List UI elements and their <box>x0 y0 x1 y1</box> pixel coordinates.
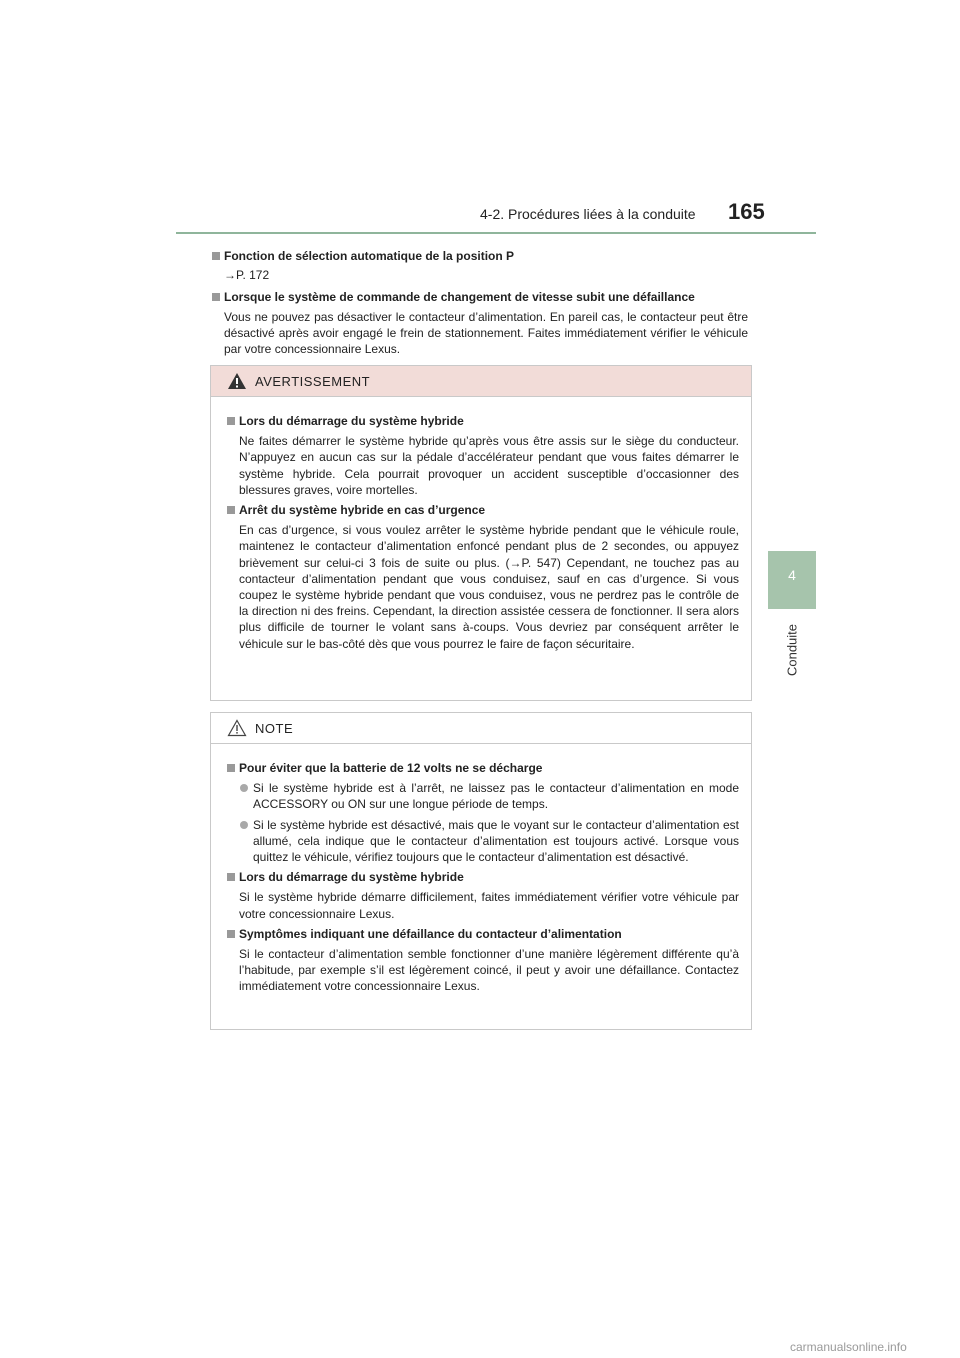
note-item-text: Si le contacteur d’alimentation semble fonctionner d’une manière légèrement différente qu’à l’habitude, par exemple s’il est légèrement coincé, il peut y avoir une défaillance. Contactez immédiatement votre concessionnaire Lexus. <box>239 947 739 994</box>
square-bullet-icon <box>212 252 220 260</box>
section-heading: Fonction de sélection automatique de la position P <box>208 248 748 264</box>
note-header <box>211 713 751 744</box>
round-bullet-icon <box>240 784 248 792</box>
section-heading: Lorsque le système de commande de changement de vitesse subit une défaillance <box>208 289 748 305</box>
warning-box <box>210 365 752 701</box>
chapter-tab <box>768 551 816 609</box>
section-title: 4-2. Procédures liées à la conduite <box>480 206 696 222</box>
header-divider <box>176 232 816 234</box>
square-bullet-icon <box>227 764 235 772</box>
note-item-heading: Pour éviter que la batterie de 12 volts ne se décharge <box>223 760 739 776</box>
note-item-text: Si le système hybride démarre difficilement, faites immédiatement vérifier votre véhicule par votre concessionnaire Lexus. <box>239 890 739 921</box>
section-text: Vous ne pouvez pas désactiver le contacteur d’alimentation. En pareil cas, le contacteur peut être désactivé après avoir engagé le frein de stationnement. Faites immédiatement vérifier le véhicule par votre concessionnaire Lexus. <box>224 309 748 357</box>
round-bullet-icon <box>240 821 248 829</box>
chapter-label-text: Conduite <box>784 623 800 677</box>
warning-item-text: Ne faites démarrer le système hybride qu’après vous être assis sur le siège du conducteur. N’appuyez en aucun cas sur la pédale d’accélérateur pendant que vous faites démarrer le système hybride. Cela pourrait provoquer un accident susceptible d’occasionner des blessures graves, voire mortelles. <box>239 434 739 497</box>
note-bullet: Si le système hybride est à l’arrêt, ne laissez pas le contacteur d’alimentation en mode ACCESSORY ou ON sur une longue période de temps. <box>223 780 739 812</box>
section-text: →P. 172 <box>224 268 270 283</box>
note-box <box>210 712 752 1030</box>
chapter-label <box>770 618 814 682</box>
note-item-heading: Symptômes indiquant une défaillance du contacteur d’alimentation <box>223 926 739 942</box>
square-bullet-icon <box>212 293 220 301</box>
note-title: NOTE <box>255 721 294 736</box>
warning-item-heading: Arrêt du système hybride en cas d’urgence <box>223 502 739 518</box>
watermark: carmanualsonline.info <box>790 1340 907 1354</box>
square-bullet-icon <box>227 506 235 514</box>
chapter-number: 4 <box>788 567 796 583</box>
warning-title: AVERTISSEMENT <box>255 374 371 389</box>
warning-triangle-icon <box>227 372 247 390</box>
square-bullet-icon <box>227 873 235 881</box>
note-bullet: Si le système hybride est désactivé, mais que le voyant sur le contacteur d’alimentation est allumé, cela indique que le contacteur d’alimentation est toujours activé. Lorsque vous quittez le véhicule, vérifiez toujours que le contacteur d’alimentation est désactivé. <box>223 817 739 866</box>
square-bullet-icon <box>227 930 235 938</box>
caution-triangle-icon <box>227 719 247 737</box>
main-content <box>208 244 748 357</box>
warning-item-heading: Lors du démarrage du système hybride <box>223 413 739 429</box>
square-bullet-icon <box>227 417 235 425</box>
page-number: 165 <box>728 199 765 224</box>
warning-item-text: En cas d’urgence, si vous voulez arrêter le système hybride pendant que le véhicule roule, maintenez le contacteur d’alimentation enfoncé pendant plus de 2 secondes, ou appuyez brièvement sur celui-ci 3 fois de suite ou plus. (→P. 547) Cependant, ne touchez pas au contacteur d’alimentation pendant que vous conduisez, sauf en cas d’urgence. Si vous coupez le système hybride pendant que vous conduisez, vous ne perdrez pas le contrôle de la direction ni des freins. Cependant, la direction assistée cessera de fonctionner. Il sera alors plus difficile de tourner le volant sans à-coups. Vous devriez par conséquent arrêter le véhicule sur le bas-côté dès que vous pourrez le faire de façon sécuritaire. <box>239 523 739 651</box>
note-item-heading: Lors du démarrage du système hybride <box>223 869 739 885</box>
warning-header <box>211 366 751 397</box>
